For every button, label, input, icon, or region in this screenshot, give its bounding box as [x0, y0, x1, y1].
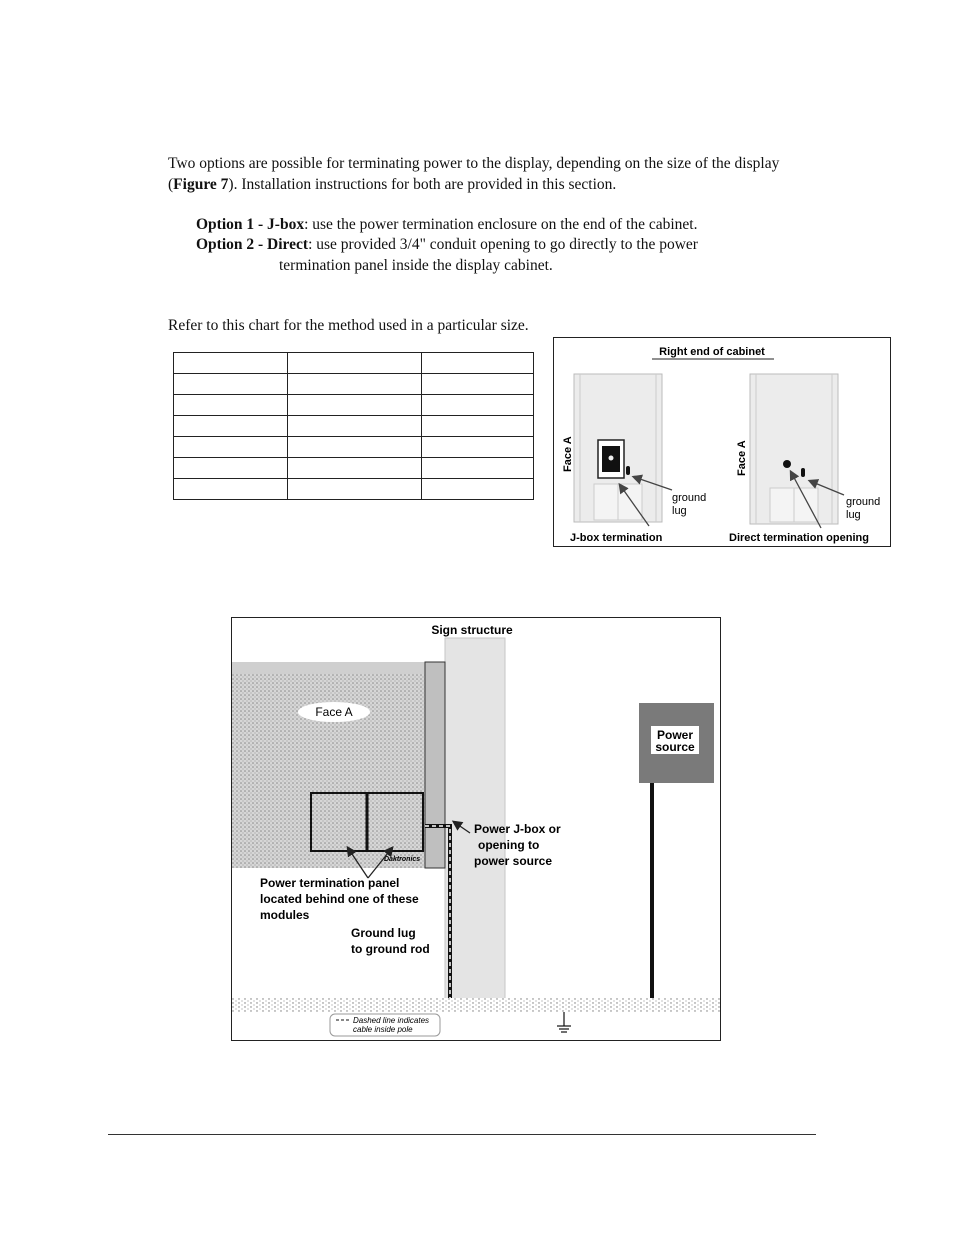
option-1 — [196, 214, 796, 235]
face-a-label-left: Face A — [562, 436, 574, 472]
panel-label-3: modules — [260, 908, 310, 922]
ground-surface — [232, 998, 720, 1012]
display-top-edge — [232, 662, 425, 674]
power-source-label-1: Power — [656, 728, 694, 742]
table-cell — [288, 458, 422, 479]
ground-lug-label-1: Ground lug — [351, 926, 416, 940]
table-row — [174, 437, 534, 458]
table-cell — [422, 437, 534, 458]
face-a-label: Face A — [315, 705, 353, 719]
table-cell — [288, 416, 422, 437]
option-1-text: : use the power termination enclosure on the end of the cabinet. — [304, 216, 698, 233]
ground-lug-right — [801, 468, 805, 477]
table-cell — [422, 395, 534, 416]
brand-mark: Daktronics — [384, 856, 421, 863]
legend-text-1: Dashed line indicates — [353, 1016, 430, 1025]
jbox-termination-caption: J-box termination — [570, 532, 663, 544]
direct-termination-opening — [783, 460, 791, 468]
table-cell — [422, 353, 534, 374]
panel-label-2: located behind one of these — [260, 892, 419, 906]
table-cell — [422, 416, 534, 437]
table-cell — [174, 374, 288, 395]
ground-lug-label-right-1: ground — [846, 496, 881, 508]
ground-lug-label-left-2: lug — [672, 505, 687, 517]
table-row — [174, 479, 534, 500]
table-cell — [422, 374, 534, 395]
jbox-label-2: opening to — [478, 838, 540, 852]
option-2-continuation: termination panel inside the display cabinet. — [279, 257, 553, 274]
figure-reference: Figure 7 — [173, 176, 229, 193]
table-cell — [174, 353, 288, 374]
installation-drawing — [232, 618, 720, 1040]
table-cell — [288, 395, 422, 416]
table-row — [174, 416, 534, 437]
table-row — [174, 458, 534, 479]
table-cell — [422, 479, 534, 500]
table-row — [174, 353, 534, 374]
ground-symbol — [557, 1012, 571, 1032]
cabinet-end-figure — [553, 337, 891, 547]
installation-figure — [231, 617, 721, 1041]
size-method-table — [173, 352, 534, 500]
table-cell — [174, 479, 288, 500]
face-a-label-right: Face A — [736, 440, 748, 476]
table-cell — [174, 416, 288, 437]
intro-text: Two options are possible for terminating power to the display, depending on the size of the display ( — [168, 155, 780, 193]
table-cell — [288, 437, 422, 458]
table-row — [174, 395, 534, 416]
jbox-label-1: Power J-box or — [474, 822, 561, 836]
legend-text-2: cable inside pole — [353, 1025, 413, 1034]
ground-lug-label-2: to ground rod — [351, 942, 430, 956]
footer-rule — [108, 1134, 816, 1135]
table-cell — [288, 479, 422, 500]
sign-structure-label: Sign structure — [431, 623, 513, 637]
intro-text-end: ). Installation instructions for both are provided in this section. — [228, 176, 617, 193]
cabinet-right — [750, 374, 838, 524]
option-2-text: : use provided 3/4" conduit opening to go directly to the power — [308, 236, 698, 253]
cabinet-end-drawing — [554, 338, 890, 546]
direct-termination-caption: Direct termination opening — [729, 532, 869, 544]
display-end-cabinet — [425, 662, 445, 868]
cabinet-left — [574, 374, 662, 522]
cabinet-figure-title: Right end of cabinet — [659, 346, 765, 358]
panel-label-1: Power termination panel — [260, 876, 400, 890]
jbox-label-3: power source — [474, 854, 553, 868]
ground-lug-label-right-2: lug — [846, 509, 861, 521]
table-cell — [288, 353, 422, 374]
option-2-label: Option 2 - Direct — [196, 236, 309, 253]
power-source-label-2: source — [655, 740, 695, 754]
ground-lug-left — [626, 466, 630, 475]
intro-paragraph — [168, 153, 818, 195]
table-cell — [288, 374, 422, 395]
table-cell — [174, 458, 288, 479]
table-cell — [174, 437, 288, 458]
table-cell — [422, 458, 534, 479]
table-row — [174, 374, 534, 395]
option-2 — [196, 234, 796, 276]
ground-lug-label-left-1: ground — [672, 492, 707, 504]
table-cell — [174, 395, 288, 416]
option-1-label: Option 1 - J-box — [196, 216, 305, 233]
chart-intro: Refer to this chart for the method used in a particular size. — [168, 317, 529, 334]
